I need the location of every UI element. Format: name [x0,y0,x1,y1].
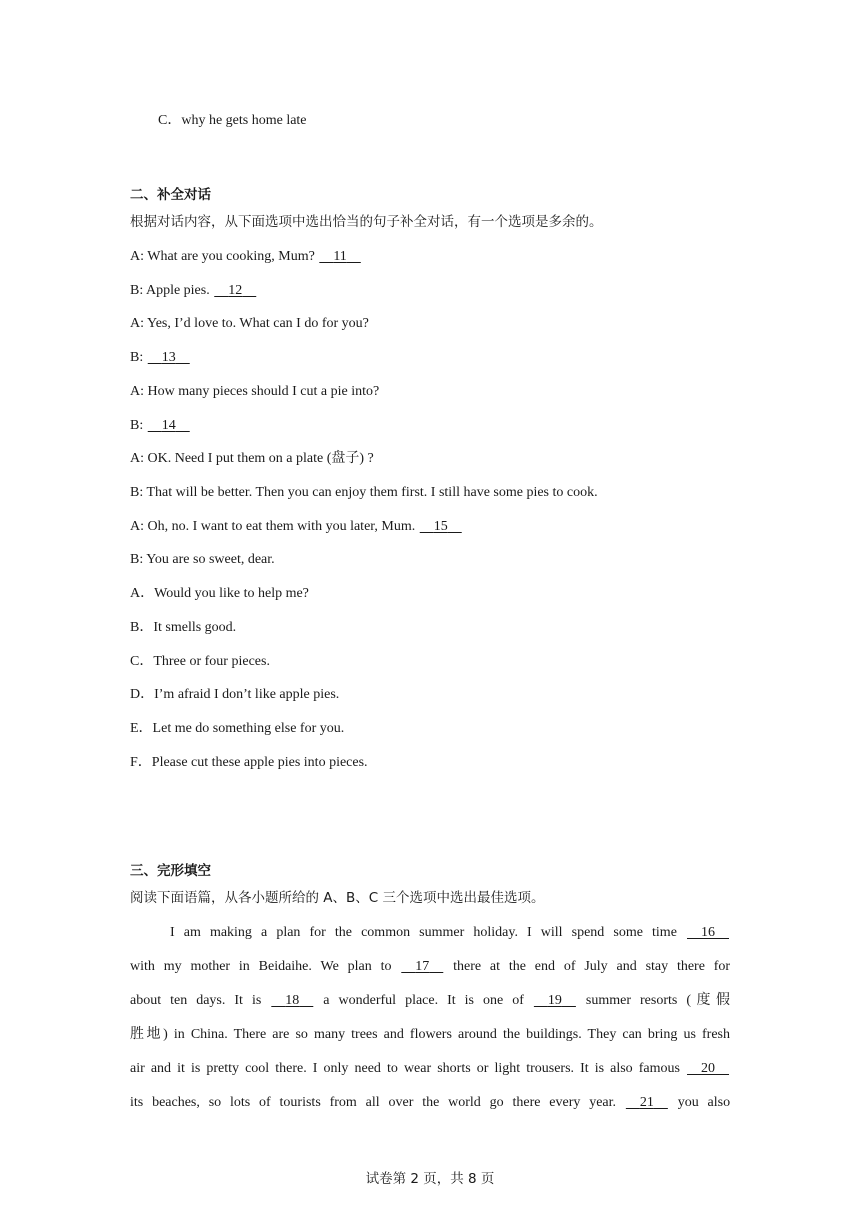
section3-heading: 三、完形填空 [130,863,211,879]
dialogue-line [130,383,379,401]
dialogue-text: A: Yes, I’d love to. What can I do for you? [130,316,369,331]
dialogue-line [130,450,374,468]
option-e: E．Let me do something else for you. [130,721,345,736]
previous-question-option-c: C．why he gets home late [158,113,307,128]
dialogue-text: A: OK. Need I put them on a plate (盘子) ? [130,451,374,466]
option-b: B．It smells good. [130,620,237,635]
dialogue-text: B: That will be better. Then you can enjoy them first. I still have some pies to cook. [130,485,598,500]
option-d: D．I’m afraid I don’t like apple pies. [130,687,340,702]
cloze-passage [130,916,730,1120]
option-f: F．Please cut these apple pies into pieces. [130,755,368,770]
dialogue-line [130,315,369,333]
cloze-blank-19[interactable]: 19 [547,993,562,1008]
dialogue-text: B: [130,418,144,433]
dialogue-text: A: Oh, no. I want to eat them with you later, Mum. [130,519,416,534]
passage-line: I am making a plan for the common summer holiday. I will spend some time 16 [130,916,730,950]
dialogue-line [130,484,598,502]
passage-line: air and it is pretty cool there. I only need to wear shorts or light trousers. It is also famous 20 [130,1052,730,1086]
option-c: C．Three or four pieces. [130,654,270,669]
answer-blank-13[interactable]: 13 [161,350,176,365]
answer-blank-12[interactable]: 12 [228,283,243,298]
dialogue-text: B: You are so sweet, dear. [130,552,275,567]
option-a: A．Would you like to help me? [130,586,309,601]
passage-line: 胜地) in China. There are so many trees and flowers around the buildings. They can bring us fresh [130,1027,731,1042]
section2-instruction: 根据对话内容，从下面选项中选出恰当的句子补全对话，有一个选项是多余的。 [130,214,603,230]
answer-blank-14[interactable]: 14 [161,418,176,433]
cloze-blank-17[interactable]: 17 [415,959,430,974]
page-footer: 试卷第 2 页，共 8 页 [365,1171,495,1187]
cloze-blank-16[interactable]: 16 [701,925,715,940]
section3-instruction: 阅读下面语篇，从各小题所给的 A、B、C 三个选项中选出最佳选项。 [130,890,545,906]
dialogue-text: B: [130,350,144,365]
section2-heading: 二、补全对话 [130,187,211,203]
dialogue-line [130,417,191,435]
answer-blank-15[interactable]: 15 [433,519,448,534]
passage-line: its beaches, so lots of tourists from all over the world go there every year. 21 you also [130,1086,730,1120]
dialogue-text: A: What are you cooking, Mum? [130,249,315,264]
dialogue-line [130,518,463,536]
cloze-blank-21[interactable]: 21 [639,1095,654,1110]
dialogue-text: A: How many pieces should I cut a pie into? [130,384,380,399]
dialogue-text: B: Apple pies. [130,283,210,298]
answer-blank-11[interactable]: 11 [333,249,347,264]
dialogue-line [130,551,275,569]
passage-line: about ten days. It is 18 a wonderful place. It is one of 19 summer resorts (度假 [130,984,730,1018]
passage-line: with my mother in Beidaihe. We plan to 17 there at the end of July and stay there for [130,950,730,984]
dialogue-line [130,349,191,367]
cloze-blank-18[interactable]: 18 [285,993,300,1008]
dialogue-line [130,248,362,266]
cloze-blank-20[interactable]: 20 [701,1061,716,1076]
dialogue-line [130,282,257,300]
